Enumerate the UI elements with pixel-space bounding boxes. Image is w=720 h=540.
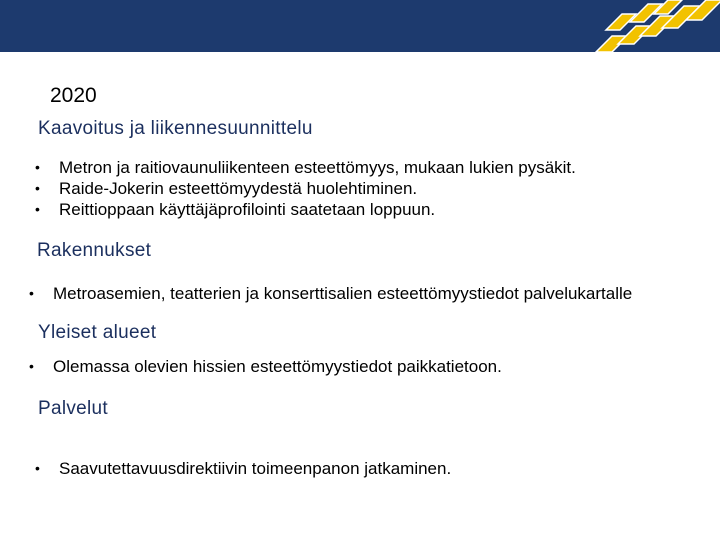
list-item: • Reittioppaan käyttäjäprofilointi saatetaan loppuun. [35,199,576,220]
section-heading-planning: Kaavoitus ja liikennesuunnittelu [38,118,313,139]
planning-list [35,157,576,220]
section-heading-services: Palvelut [38,398,108,419]
services-list [35,458,451,479]
public-areas-list [29,356,502,377]
header-band [0,0,720,52]
list-item: • Raide-Jokerin esteettömyydestä huolehtiminen. [35,178,576,199]
list-item: • Metroasemien, teatterien ja konserttisalien esteettömyystiedot palvelukartalle [29,283,632,304]
yellow-stripes-decoration [0,0,720,52]
section-heading-buildings: Rakennukset [37,240,152,261]
section-heading-public-areas: Yleiset alueet [38,322,157,343]
buildings-list [29,283,632,304]
list-item: • Metron ja raitiovaunuliikenteen esteettömyys, mukaan lukien pysäkit. [35,157,576,178]
list-item: • Saavutettavuusdirektiivin toimeenpanon jatkaminen. [35,458,451,479]
list-item: • Olemassa olevien hissien esteettömyystiedot paikkatietoon. [29,356,502,377]
year-title: 2020 [50,84,97,107]
